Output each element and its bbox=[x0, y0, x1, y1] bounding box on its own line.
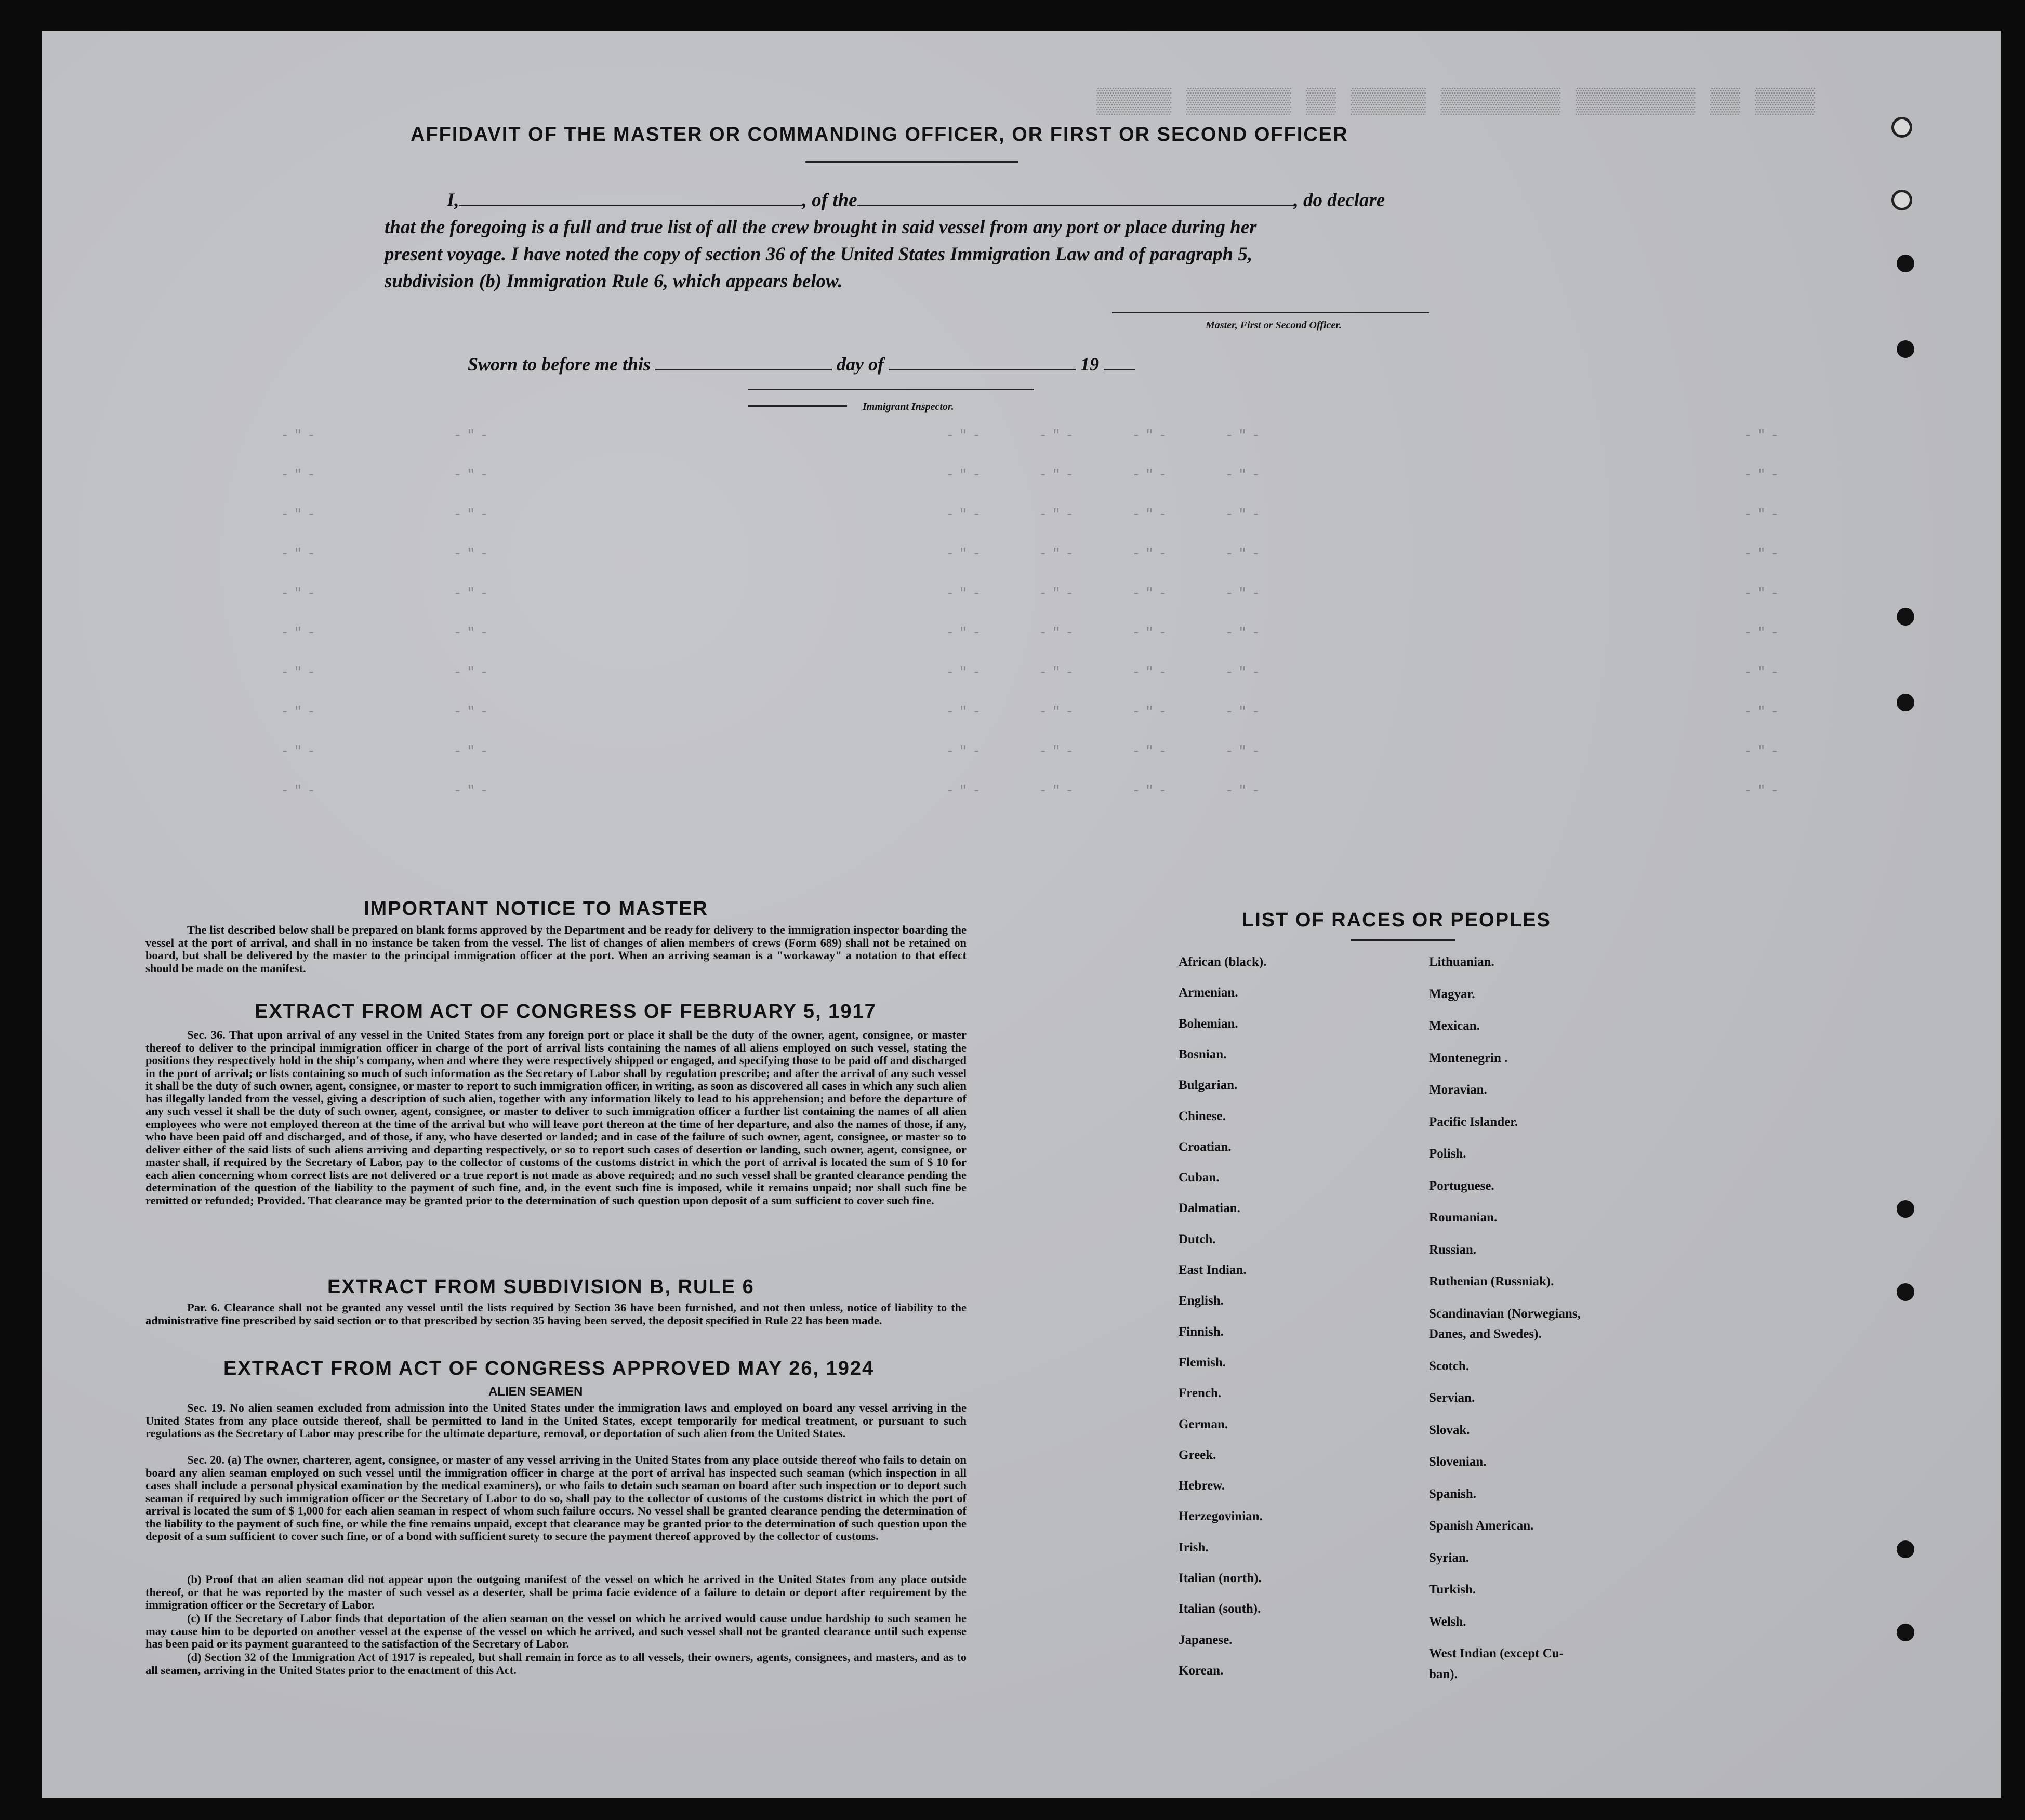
race-item: Bulgarian. bbox=[1179, 1078, 1238, 1093]
affidavit-title: AFFIDAVIT OF THE MASTER OR COMMANDING OFFICER, OR FIRST OR SECOND OFFICER bbox=[411, 124, 1348, 145]
race-item: Polish. bbox=[1429, 1147, 1466, 1161]
race-item: Spanish American. bbox=[1429, 1519, 1534, 1533]
declaration-line-4: subdivision (b) Immigration Rule 6, which appears below. bbox=[385, 271, 843, 292]
race-item: Greek. bbox=[1179, 1447, 1216, 1462]
act1924-sec19: Sec. 19. No alien seamen excluded from admission into the United States under the immigration laws and employed on board any vessel arriving in the United States from any place outside thereof, shall be permitted to land in the United States, except temporarily for medical treatment, or pursuant to such regulations as the Secretary of Labor may prescribe for the ultimate departure, removal, or deportation of such alien from the United States. bbox=[145, 1401, 967, 1440]
race-item: Armenian. bbox=[1179, 986, 1238, 1000]
race-item: Irish. bbox=[1179, 1540, 1209, 1555]
declaration-line-1 bbox=[385, 187, 1481, 214]
race-item: Scotch. bbox=[1429, 1359, 1470, 1373]
race-item: Flemish. bbox=[1179, 1355, 1226, 1370]
race-item: Spanish. bbox=[1429, 1486, 1477, 1501]
act1924-title: EXTRACT FROM ACT OF CONGRESS APPROVED MAY 26, 1924 bbox=[223, 1358, 875, 1379]
race-item: ban). bbox=[1429, 1667, 1458, 1681]
sworn-day-blank[interactable] bbox=[655, 369, 832, 370]
race-item: Dutch. bbox=[1179, 1232, 1216, 1246]
sworn-label: Sworn to before me this bbox=[468, 354, 651, 375]
race-item: West Indian (except Cu- bbox=[1429, 1646, 1564, 1660]
binder-hole bbox=[1897, 1283, 1914, 1301]
race-item: Slovak. bbox=[1429, 1423, 1470, 1437]
race-item: East Indian. bbox=[1179, 1263, 1247, 1277]
race-item: Bohemian. bbox=[1179, 1016, 1238, 1031]
rule6-text: Par. 6. Clearance shall not be granted any vessel until the lists required by Section 36 have been furnished, and not then unless, notice of liability to the administrative fine prescribed by said section or to that prescribed by section 35 having been served, the deposit specified in Rule 22 has been made. bbox=[145, 1301, 967, 1327]
document-page bbox=[42, 31, 2001, 1798]
declaration-i: I, bbox=[447, 190, 459, 211]
inspector-upper-line bbox=[748, 389, 1034, 390]
bleed-through-text: ▒▒▒▒▒ ▒▒▒▒▒▒▒ ▒▒ ▒▒▒▒▒ ▒▒▒▒▒▒▒▒ ▒▒▒▒▒▒▒▒ ▒▒ ▒▒▒▒ bbox=[1096, 88, 1815, 116]
race-item: Hebrew. bbox=[1179, 1479, 1225, 1493]
race-item: Bosnian. bbox=[1179, 1047, 1227, 1061]
rule6-title: EXTRACT FROM SUBDIVISION B, RULE 6 bbox=[327, 1276, 755, 1298]
declaration-text bbox=[385, 187, 1481, 295]
race-item: Herzegovinian. bbox=[1179, 1509, 1263, 1524]
title-underline bbox=[805, 161, 1018, 163]
declaration-do-declare: , do declare bbox=[1293, 190, 1385, 211]
race-item: Chinese. bbox=[1179, 1109, 1226, 1123]
race-item: Turkish. bbox=[1429, 1583, 1476, 1597]
race-item: African (black). bbox=[1179, 955, 1267, 969]
race-item: Slovenian. bbox=[1429, 1455, 1487, 1469]
act1924-sec20c: (c) If the Secretary of Labor finds that deportation of the alien seaman on the vessel on which he arrived would cause undue hardship to such seamen he may cause him to be deported on another vessel at the expense of the vessel on which he arrived, and such vessel shall not be granted clearance until such expense has been paid or its payment guaranteed to the satisfaction of the Secretary of Labor. bbox=[145, 1612, 967, 1650]
notice-title: IMPORTANT NOTICE TO MASTER bbox=[364, 898, 708, 920]
master-signature-line[interactable] bbox=[1112, 312, 1429, 313]
declaration-of-the: , of the bbox=[802, 190, 857, 211]
inspector-signature-line[interactable] bbox=[748, 405, 847, 407]
race-item: Welsh. bbox=[1429, 1614, 1466, 1629]
sworn-month-blank[interactable] bbox=[889, 369, 1076, 370]
binder-hole bbox=[1897, 255, 1914, 272]
binder-hole bbox=[1897, 1200, 1914, 1218]
binder-hole bbox=[1897, 1624, 1914, 1641]
race-item: Croatian. bbox=[1179, 1139, 1232, 1154]
sworn-year-blank[interactable] bbox=[1104, 369, 1135, 370]
race-item: Scandinavian (Norwegians, bbox=[1429, 1306, 1581, 1321]
race-item: Mexican. bbox=[1429, 1019, 1480, 1033]
binder-hole bbox=[1891, 190, 1912, 210]
inspector-label: Immigrant Inspector. bbox=[863, 401, 954, 413]
act1917-text: Sec. 36. That upon arrival of any vessel in the United States from any foreign port or place it shall be the duty of the owner, agent, consignee, or master thereof to deliver to the principal immigration officer in charge of the port of arrival lists containing the names of all aliens employed on such vessel, stating the positions they respectively hold in the ship's company, when and where they were respectively shipped or engaged, and specifying those to be paid off and discharged in the port of arrival; or lists containing so much of such information as the Secretary of Labor shall by regulation prescribe; and after the arrival of any such vessel it shall be the duty of such owner, agent, consignee, or master to report to such immigration officer, in writing, as soon as discovered all cases in which any such alien has illegally landed from the vessel, giving a description of such alien, together with any information likely to lead to his apprehension; and before the departure of any such vessel it shall be the duty of such owner, agent, consignee, or master to deliver to such immigration officer a further list containing the names of all alien employees who were not employed thereon at the time of the arrival but who will leave port thereon at the time of her departure, and also the names of those, if any, who have been paid off and discharged, and of those, if any, who have deserted or landed; and in case of the failure of such owner, agent, consignee, or master so to deliver either of the said lists of such aliens arriving and departing respectively, or so to report such cases of desertion or landing, such owner, agent, consignee, or master shall, if required by the Secretary of Labor, pay to the collector of customs of the customs district in which the port of arrival is located the sum of $ 10 for each alien concerning whom correct lists are not delivered or a true report is not made as above required; and no such vessel shall be granted clearance pending the determination of the question of the liability to the payment of such fine, and, in the event such fine is imposed, while it remains unpaid; nor shall such fine be remitted or refunded; Provided. That clearance may be granted prior to the determination of such question upon deposit of a sum sufficient to cover such fine. bbox=[145, 1028, 967, 1207]
race-item: Pacific Islander. bbox=[1429, 1114, 1518, 1129]
race-item: Roumanian. bbox=[1429, 1211, 1498, 1225]
race-item: Ruthenian (Russniak). bbox=[1429, 1274, 1554, 1288]
notice-text: The list described below shall be prepared on blank forms approved by the Department and be ready for delivery to the immigration inspector boarding the vessel at the port of arrival, and shall in no instance be taken from the vessel. The list of changes of alien members of crews (Form 689) shall not be retained on board, but shall be delivered by the master to the principal immigration officer at the port. When an arriving seaman is a "workaway" a notation to that effect should be made on the manifest. bbox=[145, 923, 967, 975]
race-item: Moravian. bbox=[1429, 1083, 1487, 1097]
sworn-year-prefix: 19 bbox=[1080, 354, 1100, 375]
race-item: German. bbox=[1179, 1417, 1228, 1431]
act1924-subtitle: ALIEN SEAMEN bbox=[488, 1385, 583, 1399]
binder-hole bbox=[1891, 117, 1912, 138]
race-item: Servian. bbox=[1429, 1391, 1475, 1405]
binder-hole bbox=[1897, 340, 1914, 358]
race-item: English. bbox=[1179, 1294, 1224, 1308]
race-item: Lithuanian. bbox=[1429, 955, 1494, 969]
binder-hole bbox=[1897, 608, 1914, 626]
race-item: Japanese. bbox=[1179, 1632, 1233, 1647]
act1917-title: EXTRACT FROM ACT OF CONGRESS OF FEBRUARY 5, 1917 bbox=[255, 1001, 877, 1022]
race-item: Syrian. bbox=[1429, 1550, 1470, 1565]
act1924-sec20d: (d) Section 32 of the Immigration Act of 1917 is repealed, but shall remain in force as to all vessels, their owners, agents, consignees, and masters, and as to all seamen, arriving in the United States prior to the enactment of this Act. bbox=[145, 1651, 967, 1677]
bleed-through-columns: -"- -"- -"- -"- -"- -"- -"- -"- -"- -"- -"- -"- -"- -"- -"- -"- -"- -"- -"- -"- -"- -"- -"- -"- -"- -"- -"- -"- -"- -"- -"- -"- -"- -"- -"- -"- -"- -"- -"- -"- -"- -"- -"- -"- -"- -"- -"- -"- -"- -"- -"- -"- -"- -"- -"- -"- -"- -"- -"- -"- -"- -"- -"- -"- -"- -"- -"- -"- -"- -"- bbox=[281, 428, 1784, 799]
race-item: Cuban. bbox=[1179, 1171, 1220, 1185]
race-item: Finnish. bbox=[1179, 1324, 1224, 1339]
races-title: LIST OF RACES OR PEOPLES bbox=[1242, 909, 1551, 931]
master-label: Master, First or Second Officer. bbox=[1206, 320, 1342, 331]
sworn-day-of: day of bbox=[837, 354, 884, 375]
act1924-sec20b: (b) Proof that an alien seaman did not appear upon the outgoing manifest of the vessel on which he arrived in the United States from any place outside thereof, or that he was reported by the master of such vessel as a deserter, shall be prima facie evidence of a failure to detain or deport after requirement by the immigration officer or the Secretary of Labor. bbox=[145, 1573, 967, 1611]
race-item: Dalmatian. bbox=[1179, 1201, 1240, 1216]
race-item: Portuguese. bbox=[1429, 1178, 1494, 1193]
sworn-line bbox=[468, 353, 1135, 375]
act1924-sec20: Sec. 20. (a) The owner, charterer, agent, consignee, or master of any vessel arriving in the United States from any place outside thereof who fails to detain on board any alien seaman employed on such vessel until the immigration officer in charge at the port of arrival has inspected such seaman (which inspection in all cases shall include a personal physical examination by the medical examiners), or who fails to detain such seaman on board after such inspection or to deport such seaman if required by such immigration officer or the Secretary of Labor to do so, shall pay to the collector of customs of the customs district in which the port of arrival is located the sum of $ 1,000 for each alien seaman in respect of whom such failure occurs. No vessel shall be granted clearance pending the determination of the liability to the payment of such fine, or while the fine remains unpaid, except that clearance may be granted prior to the determination of such question upon the deposit of a sum sufficient to cover such fine, or of a bond with sufficient surety to secure the payment thereof approved by the collector of customs. bbox=[145, 1453, 967, 1543]
race-item: Italian (north). bbox=[1179, 1571, 1262, 1585]
name-blank[interactable] bbox=[459, 205, 802, 206]
declaration-line-2: that the foregoing is a full and true list of all the crew brought in said vessel from any port or place during her bbox=[385, 217, 1257, 238]
vessel-blank[interactable] bbox=[857, 205, 1294, 206]
race-item: Danes, and Swedes). bbox=[1429, 1327, 1542, 1341]
declaration-line-3: present voyage. I have noted the copy of section 36 of the United States Immigration Law and of paragraph 5, bbox=[385, 244, 1253, 265]
race-item: Italian (south). bbox=[1179, 1602, 1261, 1616]
race-item: French. bbox=[1179, 1386, 1222, 1401]
binder-hole bbox=[1897, 1540, 1914, 1558]
race-item: Magyar. bbox=[1429, 987, 1475, 1001]
race-item: Russian. bbox=[1429, 1242, 1477, 1257]
races-underline bbox=[1351, 939, 1455, 941]
binder-hole bbox=[1897, 694, 1914, 711]
race-item: Montenegrin . bbox=[1429, 1051, 1508, 1065]
race-item: Korean. bbox=[1179, 1663, 1224, 1678]
